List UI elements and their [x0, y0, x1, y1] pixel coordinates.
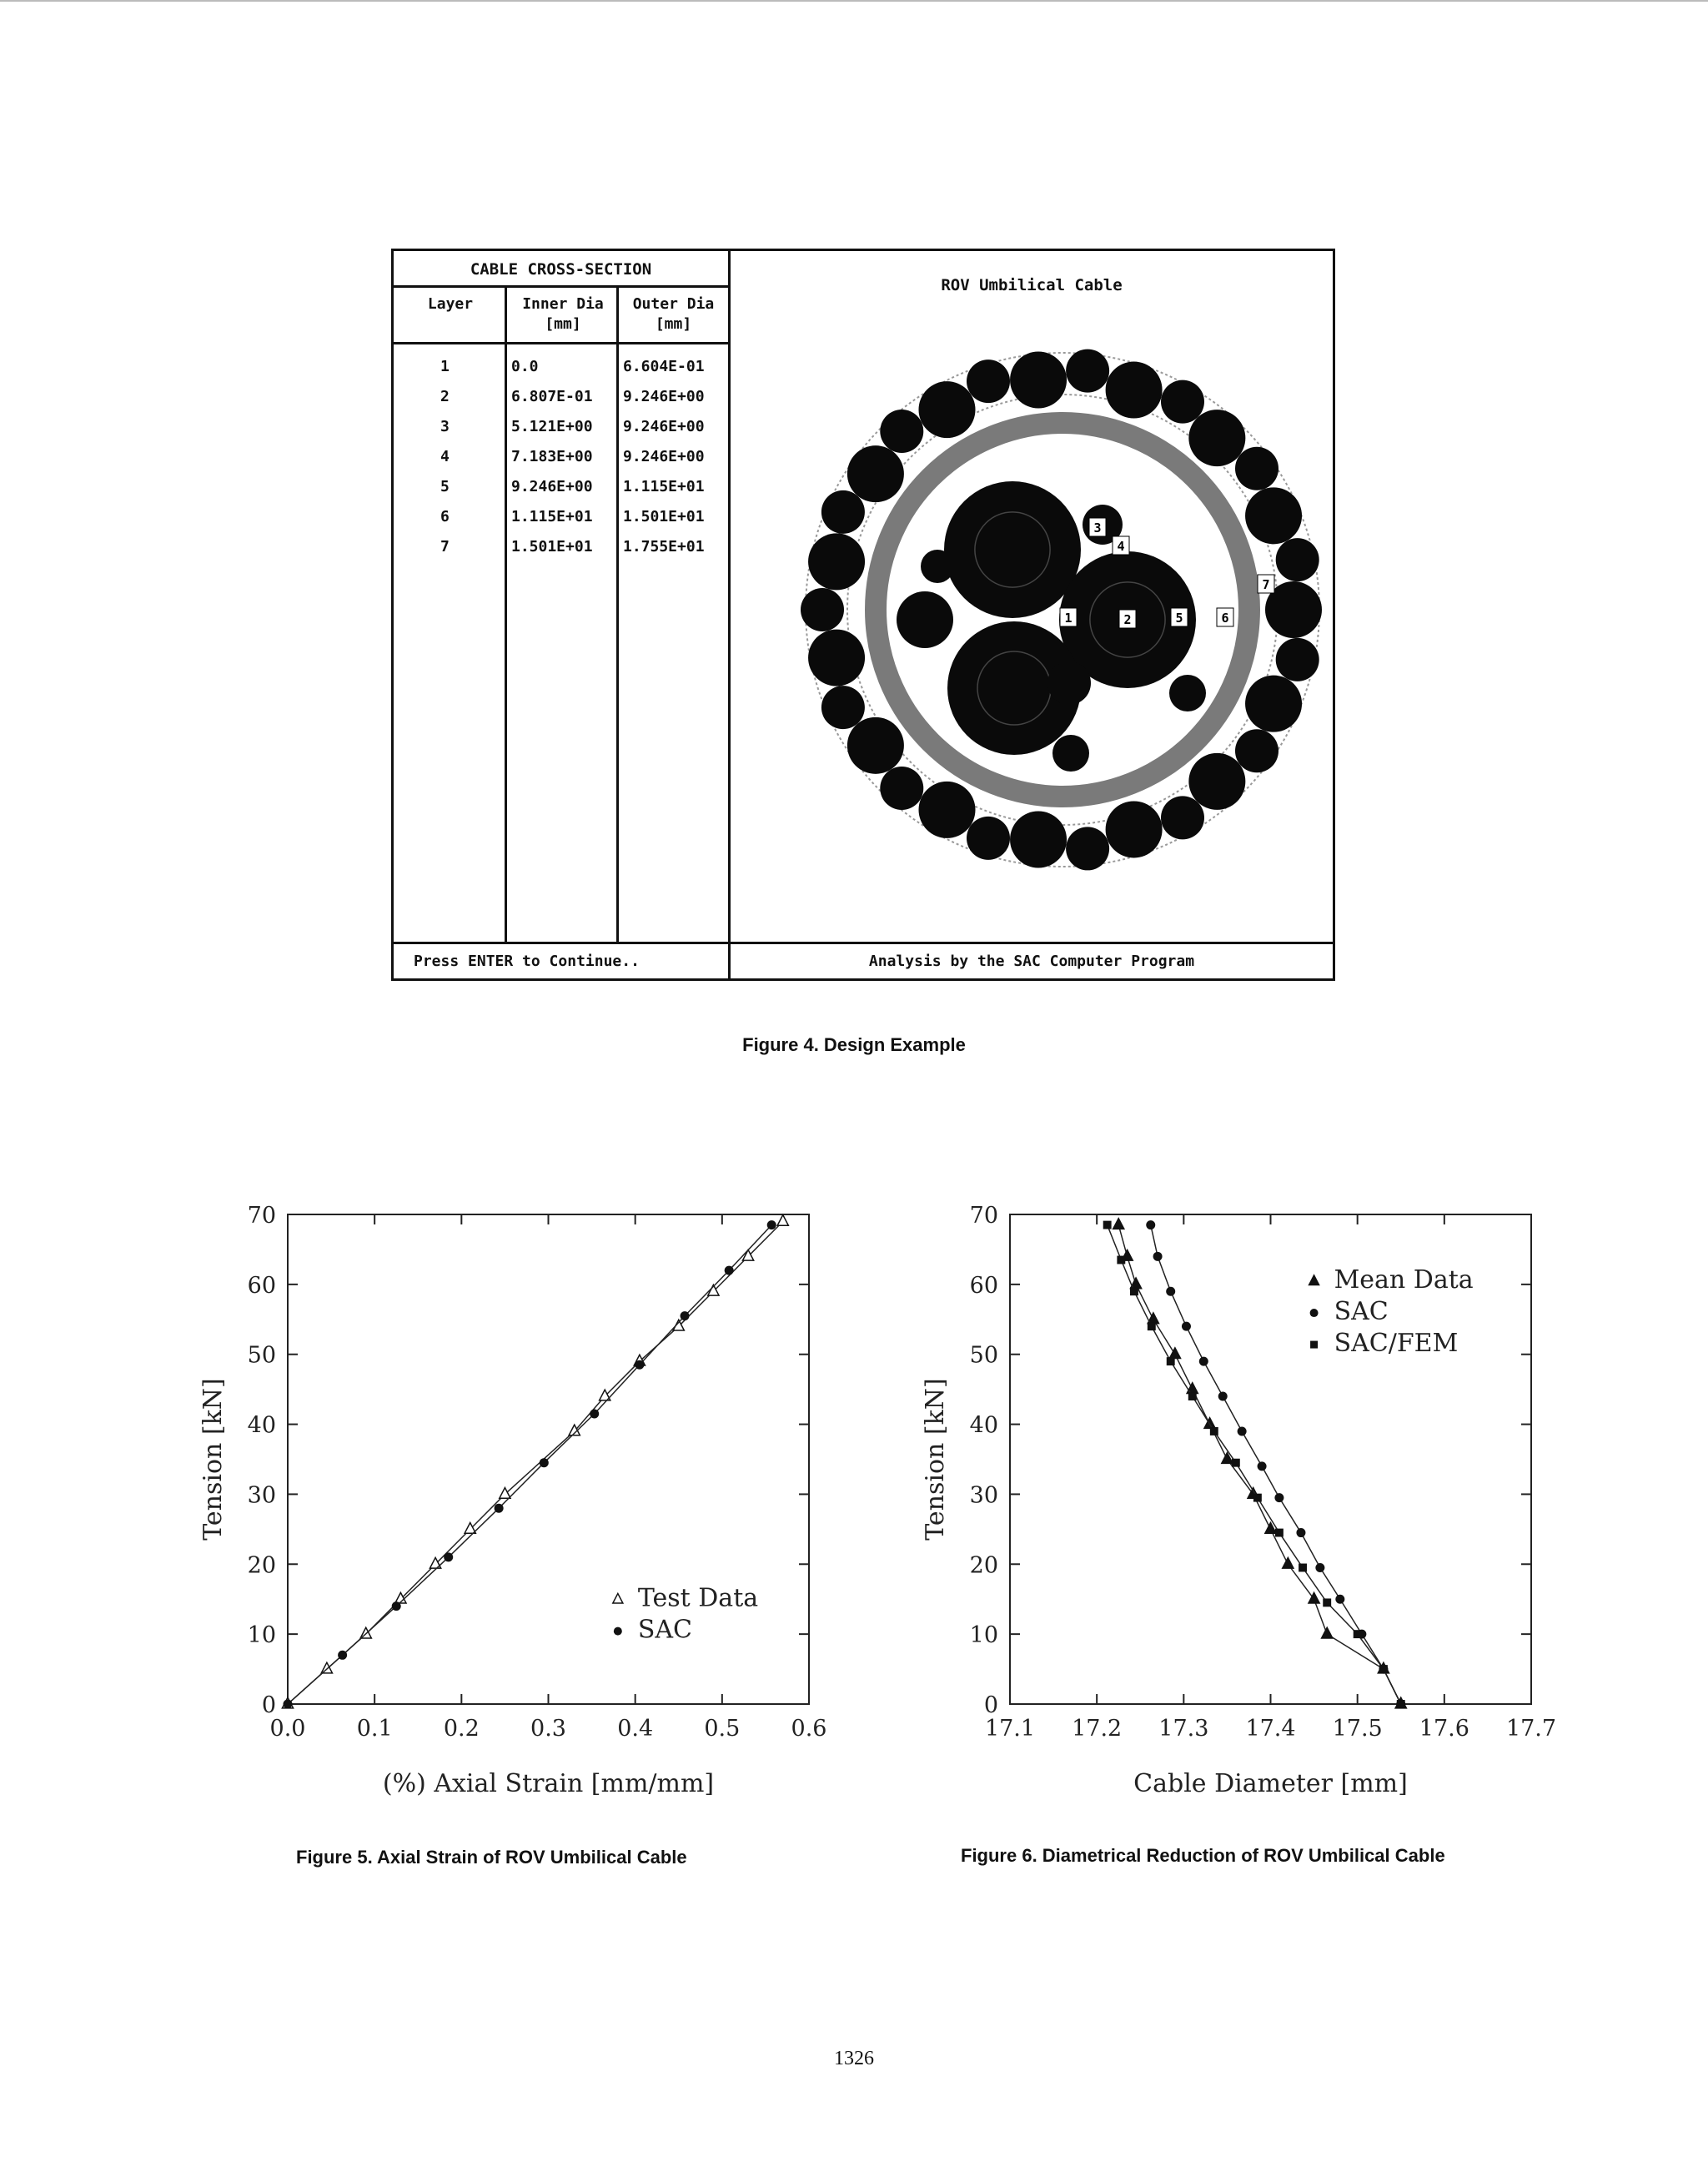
row-layer: 6	[440, 508, 450, 525]
layer-marker-label: 7	[1262, 577, 1270, 592]
layer-marker-label: 1	[1064, 611, 1073, 626]
layer-marker-label: 2	[1123, 612, 1132, 627]
table-row	[394, 538, 728, 568]
core-conductor	[944, 481, 1081, 618]
x-tick-label: 0.0	[269, 1716, 306, 1742]
row-outer: 9.246E+00	[623, 418, 705, 435]
armor-wire	[1276, 638, 1319, 681]
armor-wire	[1106, 801, 1163, 857]
row-outer: 1.755E+01	[623, 538, 705, 556]
data-point	[338, 1651, 347, 1660]
armor-wire	[880, 767, 923, 810]
data-point	[1323, 1598, 1331, 1606]
armor-wire	[1276, 538, 1319, 581]
data-point	[1188, 1392, 1197, 1400]
data-point	[495, 1504, 504, 1513]
data-point	[1130, 1287, 1138, 1295]
y-tick-label: 10	[247, 1622, 276, 1649]
table-row	[394, 478, 728, 508]
drawing-title: ROV Umbilical Cable	[941, 276, 1123, 294]
data-point	[284, 1700, 293, 1709]
x-tick-label: 17.4	[1245, 1716, 1296, 1742]
x-tick-label: 0.3	[530, 1716, 566, 1742]
page-number: 1326	[834, 2048, 874, 2069]
data-point	[1148, 1322, 1156, 1330]
data-point	[1322, 1627, 1333, 1638]
row-layer: 5	[440, 478, 450, 495]
analysis-credit: Analysis by the SAC Computer Program	[731, 942, 1333, 978]
table-row	[394, 508, 728, 538]
x-tick-label: 17.2	[1072, 1716, 1123, 1742]
table-row	[394, 358, 728, 388]
axial-strain-chart	[167, 1184, 851, 1843]
table-row	[394, 448, 728, 478]
figure-5-caption: Figure 5. Axial Strain of ROV Umbilical Cable	[296, 1847, 687, 1868]
filler-wire	[1052, 735, 1089, 772]
y-tick-label: 30	[969, 1482, 998, 1509]
figure-4-caption: Figure 4. Design Example	[742, 1034, 966, 1055]
armor-wire	[801, 588, 844, 631]
data-point	[1397, 1700, 1405, 1708]
data-point	[540, 1458, 549, 1467]
legend-marker	[614, 1627, 622, 1636]
x-tick-label: 17.5	[1332, 1716, 1383, 1742]
y-tick-label: 20	[247, 1552, 276, 1579]
data-point	[392, 1601, 401, 1611]
filler-wire	[897, 591, 953, 648]
legend-marker	[1309, 1275, 1319, 1285]
data-point	[1199, 1357, 1208, 1366]
data-point	[1253, 1494, 1262, 1502]
armor-wire	[1066, 827, 1109, 870]
x-axis-label: (%) Axial Strain [mm/mm]	[382, 1769, 715, 1798]
row-inner: 7.183E+00	[511, 448, 593, 465]
x-tick-label: 0.4	[617, 1716, 654, 1742]
data-point	[321, 1662, 332, 1673]
data-point	[742, 1249, 753, 1260]
filler-wire	[921, 550, 954, 583]
filler-wire	[1169, 675, 1206, 711]
data-point	[1187, 1383, 1198, 1394]
armor-wire	[1106, 362, 1163, 419]
legend-marker	[613, 1593, 623, 1603]
armor-wire	[919, 782, 976, 838]
armor-wire	[808, 533, 865, 590]
armor-wire	[919, 381, 976, 438]
y-tick-label: 10	[969, 1622, 998, 1649]
armor-wire	[1066, 349, 1109, 393]
y-tick-label: 30	[247, 1482, 276, 1509]
row-layer: 3	[440, 418, 450, 435]
header-inner-label: Inner Dia	[522, 295, 604, 313]
y-tick-label: 50	[247, 1342, 276, 1369]
x-tick-label: 0.5	[704, 1716, 741, 1742]
data-point	[1117, 1256, 1125, 1264]
x-tick-label: 17.6	[1419, 1716, 1469, 1742]
data-point	[1275, 1529, 1284, 1537]
layer-marker-label: 4	[1117, 539, 1125, 554]
y-axis-label: Tension [kN]	[921, 1378, 950, 1541]
legend-label: Test Data	[637, 1583, 759, 1613]
armor-wire	[1245, 676, 1302, 732]
armor-wire	[967, 817, 1010, 860]
row-layer: 7	[440, 538, 450, 556]
y-axis-label: Tension [kN]	[198, 1378, 228, 1541]
data-point	[444, 1552, 453, 1561]
header-outer-label: Outer Dia	[632, 295, 715, 313]
diametrical-reduction-chart	[889, 1184, 1573, 1843]
data-point	[673, 1320, 684, 1330]
armor-wire	[967, 359, 1010, 403]
data-point	[1204, 1418, 1215, 1429]
cable-cross-section-drawing	[731, 251, 1333, 943]
header-layer: Layer	[427, 295, 474, 313]
x-tick-label: 17.7	[1505, 1716, 1557, 1742]
data-point	[1210, 1427, 1218, 1435]
header-inner-dia	[507, 294, 619, 334]
design-example-screen	[391, 249, 1335, 981]
header-outer-unit: [mm]	[655, 315, 692, 333]
row-outer: 9.246E+00	[623, 448, 705, 465]
row-outer: 9.246E+00	[623, 388, 705, 405]
series-line	[288, 1225, 771, 1704]
armor-wire	[821, 490, 865, 534]
x-tick-label: 0.6	[791, 1716, 827, 1742]
data-point	[1169, 1348, 1180, 1359]
armor-wire	[847, 445, 904, 502]
data-point	[1283, 1557, 1294, 1568]
armor-wire	[1188, 753, 1245, 810]
data-point	[1258, 1461, 1267, 1471]
x-tick-label: 0.1	[356, 1716, 393, 1742]
data-point	[1232, 1459, 1240, 1467]
data-point	[1296, 1528, 1305, 1537]
armor-wire	[1010, 352, 1067, 409]
data-point	[500, 1488, 510, 1499]
table-row	[394, 388, 728, 418]
row-layer: 2	[440, 388, 450, 405]
table-row	[394, 418, 728, 448]
data-point	[1103, 1221, 1112, 1229]
data-point	[590, 1409, 599, 1418]
continue-prompt: Press ENTER to Continue..	[394, 942, 728, 978]
table-header	[394, 288, 728, 344]
y-tick-label: 70	[969, 1203, 998, 1229]
row-outer: 1.115E+01	[623, 478, 705, 495]
page-top-rule	[0, 0, 1708, 2]
data-point	[1335, 1595, 1344, 1604]
cable-drawing-pane	[731, 251, 1333, 978]
row-outer: 6.604E-01	[623, 358, 705, 375]
y-tick-label: 40	[969, 1412, 998, 1439]
legend-marker	[1310, 1309, 1319, 1317]
layer-marker-label: 3	[1093, 520, 1102, 535]
armor-wire	[847, 717, 904, 774]
armor-wire	[1235, 729, 1278, 772]
figure-6-caption: Figure 6. Diametrical Reduction of ROV Umbilical Cable	[961, 1845, 1445, 1866]
row-inner: 6.807E-01	[511, 388, 593, 405]
data-point	[1379, 1665, 1388, 1673]
armor-wire	[808, 630, 865, 686]
row-inner: 0.0	[511, 358, 539, 375]
filler-wire	[1047, 661, 1091, 705]
data-point	[1222, 1453, 1233, 1464]
row-inner: 9.246E+00	[511, 478, 593, 495]
layer-marker-label: 6	[1221, 611, 1229, 626]
header-outer-dia	[619, 294, 728, 334]
data-point	[1354, 1630, 1362, 1638]
row-inner: 1.501E+01	[511, 538, 593, 556]
armor-wire	[1010, 811, 1067, 867]
legend-label: SAC	[1334, 1297, 1389, 1327]
data-point	[1153, 1252, 1163, 1261]
armor-wire	[1161, 380, 1204, 424]
armor-wire	[880, 410, 923, 453]
armor-wire	[1235, 447, 1278, 490]
legend-label: SAC/FEM	[1334, 1329, 1459, 1359]
data-point	[1113, 1219, 1124, 1229]
y-tick-label: 60	[969, 1272, 998, 1299]
legend-label: SAC	[637, 1615, 693, 1645]
data-point	[1182, 1322, 1191, 1331]
data-point	[1167, 1357, 1175, 1365]
data-point	[1299, 1564, 1307, 1572]
layer-marker-label: 5	[1175, 611, 1183, 626]
y-tick-label: 40	[247, 1412, 276, 1439]
row-inner: 1.115E+01	[511, 508, 593, 525]
data-point	[1218, 1392, 1228, 1401]
row-inner: 5.121E+00	[511, 418, 593, 435]
legend-label: Mean Data	[1334, 1265, 1474, 1295]
data-point	[767, 1220, 776, 1229]
row-outer: 1.501E+01	[623, 508, 705, 525]
armor-wire	[1161, 796, 1204, 839]
data-point	[777, 1215, 788, 1226]
armor-wire	[1188, 410, 1245, 466]
armor-wire	[821, 686, 865, 729]
data-point	[1146, 1220, 1155, 1229]
data-point	[635, 1360, 644, 1370]
y-tick-label: 20	[969, 1552, 998, 1579]
x-tick-label: 17.1	[984, 1716, 1036, 1742]
data-point	[681, 1311, 690, 1320]
data-point	[1315, 1563, 1324, 1572]
y-tick-label: 50	[969, 1342, 998, 1369]
cable-cross-section-table	[394, 251, 731, 978]
data-point	[1238, 1426, 1247, 1435]
y-tick-label: 70	[247, 1203, 276, 1229]
x-tick-label: 0.2	[443, 1716, 480, 1742]
y-tick-label: 0	[983, 1692, 998, 1718]
armor-wire	[1245, 487, 1302, 544]
x-axis-label: Cable Diameter [mm]	[1133, 1769, 1408, 1798]
header-inner-unit: [mm]	[545, 315, 581, 333]
data-point	[1274, 1493, 1284, 1502]
x-tick-label: 17.3	[1158, 1716, 1209, 1742]
table-title: CABLE CROSS-SECTION	[394, 251, 728, 288]
row-layer: 4	[440, 448, 450, 465]
data-point	[725, 1266, 734, 1275]
data-point	[1166, 1287, 1175, 1296]
row-layer: 1	[440, 358, 450, 375]
legend-marker	[1310, 1341, 1318, 1349]
y-tick-label: 0	[261, 1692, 276, 1718]
y-tick-label: 60	[247, 1272, 276, 1299]
